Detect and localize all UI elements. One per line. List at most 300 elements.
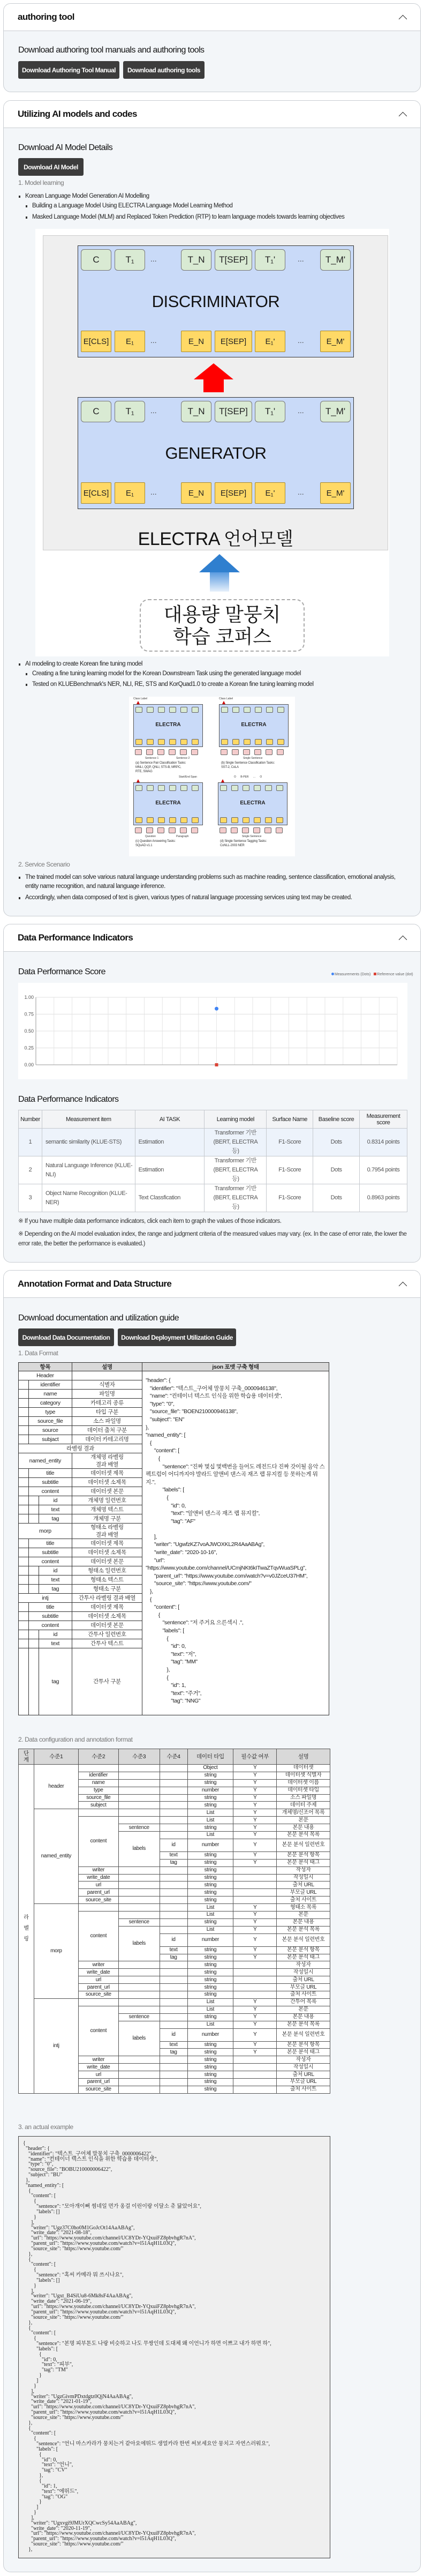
desc-cell: 개체명 라벨링 결과 배열	[72, 1453, 142, 1469]
type-cell: string	[187, 1859, 233, 1866]
electra-diagram	[35, 229, 389, 656]
token-output	[255, 707, 262, 713]
column-header: Surface Name	[267, 1110, 313, 1129]
type-cell: string	[187, 1866, 233, 1874]
desc-cell: 데이터셋 본문	[72, 1621, 142, 1630]
desc-cell: 식별자	[72, 1380, 142, 1390]
level4-cell: tag	[160, 1859, 187, 1866]
table-cell: Dots	[313, 1129, 360, 1156]
level2-cell: subject	[78, 1802, 118, 1809]
type-cell: number	[187, 1839, 233, 1851]
required-cell: Y	[233, 1926, 277, 1933]
legend-swatch	[374, 973, 376, 975]
level3-cell	[118, 1889, 160, 1896]
level3-cell	[118, 1802, 160, 1809]
level3-cell	[118, 1991, 160, 1999]
type-cell: List	[187, 1832, 233, 1839]
red-arrow-shaft	[203, 379, 224, 392]
token-output	[192, 785, 199, 791]
level3-cell	[118, 1984, 160, 1991]
y-tick-label: 1.00	[24, 995, 34, 1000]
token-embedding: E₁'	[255, 331, 285, 352]
indent-cell	[19, 1426, 29, 1435]
token-embedding	[192, 739, 199, 745]
token-input	[169, 827, 176, 833]
desc-cell: 출처 URL	[277, 1976, 330, 1984]
token-embedding	[265, 817, 272, 823]
ellipsis: ...	[150, 488, 157, 496]
token-output: C	[81, 401, 111, 422]
indent-cell	[19, 1496, 29, 1505]
step-label: 1. Model learning	[18, 179, 64, 186]
required-cell	[233, 2078, 277, 2086]
ai-model-header[interactable]	[4, 101, 420, 128]
desc-cell: 본문	[277, 1817, 330, 1824]
required-cell: Y	[233, 2028, 277, 2041]
token-input	[242, 827, 249, 833]
desc-cell: 형태소 텍스트	[72, 1576, 142, 1585]
level2-cell: source_site	[78, 2086, 118, 2093]
desc-cell: 본문 분석 목록	[277, 1832, 330, 1839]
required-cell: Y	[233, 1918, 277, 1926]
level3-cell	[118, 1998, 160, 2006]
indent-cell	[19, 1621, 29, 1630]
json-sample-cell: "header": { "identifier": "텍스트_구어체 말뭉치 구축_0000946138", "name": "컨테이너 텍스트 인식을 위한 학습용 데이터셋", "type": "0", "source_file": "BOEN210000946138", "subject": "EN" }, "named_entity": [ { "content": [ { "sentence": "진짜 몇십 몇백번을 들어도 레전드다 진짜 갓이될 음악 스펙트럼이 어디까지야 발라드 알앤비 댄스곡 재즈 랩 뮤지컬 등 못하는게 뭐지.", "labels": [ { "id": 0, "text": "알앤비 댄스곡 재즈 랩 뮤지컬", "tag": "AF" ], "writer": "UgwfzKZ7voAJWOXKL2R4AaABAg", "write_date": "2020-10-16", "url": "https://www.youtube.com/channel/UCmjNKt6kITwaZTqvWuaSPLg", "parent_url": "https://www.youtube.com/watch?v=v0JZceU37HM", "source_site": "https://www.youtube.com/" }, { "content": [ { "sentence": "저 주거요 으른섹시 .", "labels": [ { "id": 0, "text": "저", "tag": "MM" }, { "id": 1, "text": "주거", "tag": "NNG"	[142, 1371, 329, 1715]
token-input	[157, 827, 164, 833]
type-cell: string	[187, 2086, 233, 2093]
authoring-tool-header[interactable]	[4, 4, 420, 31]
item-cell: intj	[19, 1594, 72, 1603]
desc-cell: 데이터셋 소제목	[72, 1548, 142, 1557]
section-title: Annotation Format and Data Structure	[18, 1279, 172, 1289]
column-header: 수준4	[160, 1749, 187, 1765]
desc-cell	[72, 1371, 142, 1380]
bullet: Accordingly, when data composed of text is given, various types of natural language processing services using text may be created.	[18, 893, 404, 902]
desc-cell: 파일명	[72, 1390, 142, 1399]
chart-heading: Data Performance Score	[18, 967, 105, 976]
type-cell: number	[187, 1787, 233, 1794]
token-input	[135, 827, 142, 833]
type-cell: string	[187, 2049, 233, 2056]
desc-cell: 출처 사이트	[277, 1896, 330, 1904]
type-cell: string	[187, 2071, 233, 2079]
download-guide-button[interactable]: Download Deployment Utilization Guide	[118, 1328, 236, 1346]
data-config-table	[18, 1749, 330, 2094]
type-cell: string	[187, 1889, 233, 1896]
desc-cell: 작성일시	[277, 1874, 330, 1881]
table-header-row	[19, 1363, 329, 1371]
corpus-line: 대용량 말뭉치	[163, 603, 281, 625]
type-cell: string	[187, 1874, 233, 1881]
item-cell: name	[28, 1390, 72, 1399]
segment-label: Question	[145, 835, 156, 838]
token-input	[191, 827, 198, 833]
table-row[interactable]	[19, 1129, 407, 1156]
electra-panel	[43, 235, 388, 550]
level2-cell: type	[78, 1787, 118, 1794]
type-cell: List	[187, 1998, 233, 2006]
item-cell: tag	[39, 1585, 72, 1594]
item-cell: source	[28, 1426, 72, 1435]
electra-mini-block	[218, 782, 287, 825]
table-row	[19, 1809, 330, 1817]
panel-top-label: Start/End Span	[179, 775, 197, 779]
table-cell: Object Name Recognition (KLUE-NER)	[42, 1184, 135, 1212]
table-cell: 2	[19, 1156, 42, 1184]
required-cell	[233, 1984, 277, 1991]
required-cell	[233, 1961, 277, 1969]
chevron-up-icon[interactable]	[399, 13, 406, 21]
download-tools-button[interactable]: Download authoring tools	[123, 61, 205, 79]
panel-top-label: Class Label	[219, 697, 233, 700]
level1-cell: intj	[34, 1998, 78, 2093]
item-cell: subjact	[28, 1435, 72, 1444]
required-cell: Y	[233, 1809, 277, 1817]
generator-label: GENERATOR	[165, 444, 267, 462]
token-input	[191, 749, 198, 755]
token-output: T_N	[181, 249, 211, 271]
data-format-table	[18, 1362, 329, 1715]
token-input	[146, 749, 153, 755]
column-header: Measurement score	[360, 1110, 407, 1129]
bullet: Korean Language Model Generation AI Modelling	[18, 192, 344, 201]
indent-cell	[19, 1612, 29, 1621]
level4-cell	[160, 1998, 187, 2006]
bullet: Tested on KLUEBenchmark's NER, NLI, RE, STS and KorQuad1.0 to create a Korean fine tuning learning model	[18, 680, 314, 689]
note: ※ Depending on the AI model evaluation index, the range and judgment criteria of the measured values may vary. (ex. In the case of error rate, the lower the error rate, the better the performance is evaluated.)	[18, 1231, 407, 1247]
indent-cell	[19, 1576, 29, 1585]
desc-cell: 소스 파일명	[72, 1417, 142, 1426]
token-embedding	[147, 739, 154, 745]
desc-cell: 소스 파일명	[277, 1794, 330, 1802]
bullet: Building a Language Model Using ELECTRA Language Model Learning Method	[18, 201, 344, 211]
level2-cell: content	[78, 2006, 118, 2056]
indent-cell	[19, 1648, 29, 1715]
token-input	[221, 749, 228, 755]
indent-cell	[19, 1469, 29, 1478]
level2-cell: write_date	[78, 1969, 118, 1976]
level2-cell: content	[78, 1817, 118, 1866]
level4-cell: text	[160, 2041, 187, 2049]
item-cell: identifier	[28, 1380, 72, 1390]
token-embedding: E_N	[181, 331, 211, 352]
section-title: authoring tool	[18, 12, 74, 22]
level2-cell: url	[78, 2071, 118, 2079]
level4-cell	[160, 1984, 187, 1991]
required-cell: Y	[233, 2041, 277, 2049]
table-row[interactable]	[19, 1184, 407, 1212]
column-header: 수준1	[34, 1749, 78, 1765]
download-manual-button[interactable]: Download Authoring Tool Manual	[18, 61, 119, 79]
level4-cell	[160, 1976, 187, 1984]
level4-cell	[160, 1794, 187, 1802]
required-cell: Y	[233, 1802, 277, 1809]
segment-label: Paragraph	[176, 835, 189, 838]
type-cell: string	[187, 1824, 233, 1832]
table-cell: Transformer 기반 (BERT, ELECTRA 등)	[205, 1156, 267, 1184]
indent-cell	[19, 1539, 29, 1548]
table-row	[19, 1765, 330, 1772]
token-input	[276, 827, 283, 833]
indent-cell	[28, 1639, 39, 1648]
ellipsis: ...	[298, 406, 304, 415]
level4-cell	[160, 1765, 187, 1772]
performance-header[interactable]	[4, 924, 420, 952]
token-input	[253, 827, 260, 833]
table-cell: F1-Score	[267, 1156, 313, 1184]
level4-cell	[160, 1881, 187, 1889]
item-cell: source_file	[28, 1417, 72, 1426]
table-cell: 3	[19, 1184, 42, 1212]
token-embedding: E₁	[115, 482, 145, 504]
red-arrow-icon	[137, 701, 140, 704]
column-header: Measurement item	[42, 1110, 135, 1129]
desc-cell: 부모글 URL	[277, 2078, 330, 2086]
token-output: T[SEP]	[215, 401, 252, 422]
chevron-up-icon[interactable]	[399, 110, 406, 118]
mini-model-label: ELECTRA	[241, 722, 267, 728]
indent-cell	[28, 1514, 39, 1524]
token-output	[147, 785, 154, 791]
token-output	[135, 785, 142, 791]
table-cell: Estimation	[135, 1129, 205, 1156]
indent-cell	[19, 1630, 29, 1639]
token-output: C	[81, 249, 111, 271]
level2-cell: source_file	[78, 1794, 118, 1802]
item-cell: text	[39, 1639, 72, 1648]
indent-cell	[19, 1514, 29, 1524]
level2-cell: parent_url	[78, 1889, 118, 1896]
required-cell: Y	[233, 1779, 277, 1787]
required-cell: Y	[233, 1772, 277, 1779]
level4-cell	[160, 1896, 187, 1904]
desc-cell: 출처 URL	[277, 2071, 330, 2079]
desc-cell: 본문 분석 항목	[277, 1851, 330, 1859]
legend-label: Reference value (dot)	[377, 973, 413, 976]
item-cell: subtitle	[28, 1548, 72, 1557]
legend-swatch	[331, 973, 334, 975]
table-row[interactable]	[19, 1156, 407, 1184]
indent-cell	[19, 1435, 29, 1444]
indent-cell	[19, 1505, 29, 1514]
segment-label: Sentence 1	[145, 757, 159, 760]
desc-cell: 본문	[277, 1912, 330, 1919]
table-cell: Dots	[313, 1156, 360, 1184]
table-cell: Transformer 기반 (BERT, ELECTRA 등)	[205, 1184, 267, 1212]
token-input	[219, 827, 226, 833]
level3-cell	[118, 1976, 160, 1984]
token-output	[265, 785, 272, 791]
desc-cell: 데이터셋 본문	[72, 1487, 142, 1496]
desc-cell: 부모글 URL	[277, 1984, 330, 1991]
token-output	[158, 707, 165, 713]
indent-cell	[19, 1390, 29, 1399]
electra-model-label: ELECTRA 언어모델	[138, 529, 293, 549]
legend-item-measurements	[331, 973, 370, 976]
required-cell	[233, 1896, 277, 1904]
performance-section	[3, 924, 421, 1263]
desc-cell: 간투사 구분	[72, 1648, 142, 1715]
required-cell	[233, 2071, 277, 2079]
required-cell	[233, 1866, 277, 1874]
token-input	[266, 749, 272, 755]
token-output: T_N	[181, 401, 211, 422]
download-documentation-button[interactable]: Download Data Documentation	[18, 1328, 114, 1346]
token-input	[277, 749, 284, 755]
type-cell: string	[187, 1896, 233, 1904]
level2-cell	[78, 1809, 118, 1817]
token-embedding	[147, 817, 154, 823]
indent-cell	[19, 1408, 29, 1417]
level4-cell	[160, 2064, 187, 2071]
level4-cell	[160, 1787, 187, 1794]
bullet: Creating a fine tuning learning model for the Korean Downstream Task using the generated language model	[18, 669, 314, 678]
desc-cell: 형태소 라벨링 결과 배열	[72, 1524, 142, 1539]
note: ※ If you have multiple data performance indicators, click each item to graph the values of those indicators.	[18, 1218, 282, 1224]
level3-cell: sentence	[118, 1918, 160, 1926]
column-header: 수준2	[78, 1749, 118, 1765]
level4-cell	[160, 1874, 187, 1881]
indent-cell	[28, 1648, 39, 1715]
annotation-header[interactable]	[4, 1271, 420, 1298]
level4-cell	[160, 1969, 187, 1976]
level3-cell	[118, 1961, 160, 1969]
type-cell: string	[187, 1794, 233, 1802]
desc-cell: 출처 사이트	[277, 1991, 330, 1999]
level4-cell	[160, 2078, 187, 2086]
item-cell: content	[28, 1621, 72, 1630]
table-cell: F1-Score	[267, 1129, 313, 1156]
indent-cell	[19, 1585, 29, 1594]
type-cell: string	[187, 2013, 233, 2021]
level1-cell: morp	[34, 1904, 78, 1999]
level4-cell: text	[160, 1851, 187, 1859]
indent-cell	[19, 1487, 29, 1496]
step-label: 1. Data Format	[18, 1349, 58, 1357]
panel-top-label: Class Label	[133, 697, 148, 700]
token-embedding: E[CLS]	[81, 331, 111, 352]
level3-cell	[118, 1969, 160, 1976]
token-output	[277, 707, 284, 713]
download-ai-model-button[interactable]: Download AI Model	[18, 158, 84, 176]
ellipsis: ...	[150, 336, 157, 345]
level2-cell	[78, 1765, 118, 1772]
token-output	[180, 785, 187, 791]
level2-cell: name	[78, 1779, 118, 1787]
discriminator-block	[78, 245, 354, 357]
chevron-up-icon[interactable]	[399, 934, 406, 942]
level4-cell	[160, 2056, 187, 2064]
table-cell: Estimation	[135, 1156, 205, 1184]
annotation-section	[3, 1270, 421, 2572]
token-embedding	[221, 739, 228, 745]
level3-cell	[118, 2006, 160, 2013]
item-cell: subtitle	[28, 1612, 72, 1621]
level4-cell: id	[160, 2028, 187, 2041]
level3-cell	[118, 2078, 160, 2086]
desc-cell: 출처 사이트	[277, 2086, 330, 2093]
desc-cell: 출처 URL	[277, 1881, 330, 1889]
level2-cell: write_date	[78, 2064, 118, 2071]
token-embedding	[255, 739, 262, 745]
indent-cell	[19, 1548, 29, 1557]
desc-cell: 데이터셋 제목	[72, 1603, 142, 1612]
item-cell: type	[28, 1408, 72, 1417]
indent-cell	[19, 1399, 29, 1408]
desc-cell: 본문 내용	[277, 1824, 330, 1832]
item-cell: title	[28, 1539, 72, 1548]
item-cell: subtitle	[28, 1478, 72, 1487]
required-cell	[233, 1881, 277, 1889]
chevron-up-icon[interactable]	[399, 1280, 406, 1288]
token-embedding: E_M'	[320, 331, 351, 352]
level4-cell: text	[160, 1946, 187, 1954]
desc-cell: 본문 분석 태그	[277, 1859, 330, 1866]
required-cell	[233, 1969, 277, 1976]
level2-cell: writer	[78, 2056, 118, 2064]
token-input	[264, 827, 271, 833]
desc-cell: 본문 분석 일련번호	[277, 1839, 330, 1851]
table-cell: 0.8314 points	[360, 1129, 407, 1156]
token-embedding	[244, 739, 251, 745]
desc-cell: 데이터셋 제목	[72, 1539, 142, 1548]
token-output	[135, 707, 142, 713]
item-cell: Header	[19, 1371, 72, 1380]
red-arrow-icon	[194, 363, 233, 379]
desc-cell: 작성일시	[277, 2064, 330, 2071]
level2-cell: source_site	[78, 1991, 118, 1999]
token-embedding	[169, 817, 176, 823]
token-output: T₁	[115, 401, 145, 422]
item-cell: tag	[39, 1648, 72, 1715]
level3-cell	[118, 2064, 160, 2071]
level4-cell	[160, 2021, 187, 2028]
type-cell: string	[187, 1772, 233, 1779]
corpus-box	[140, 599, 305, 652]
desc-cell: 작성자	[277, 2056, 330, 2064]
required-cell: Y	[233, 1904, 277, 1912]
level3-cell	[118, 1765, 160, 1772]
token-embedding	[192, 817, 199, 823]
indent-cell	[19, 1557, 29, 1566]
required-cell: Y	[233, 1832, 277, 1839]
type-cell: List	[187, 2021, 233, 2028]
required-cell: Y	[233, 1765, 277, 1772]
token-embedding	[243, 817, 249, 823]
section-cell: 라벨링 결과	[19, 1444, 142, 1453]
table-cell: Natural Language Inference (KLUE-NLI)	[42, 1156, 135, 1184]
item-cell: category	[28, 1399, 72, 1408]
desc-cell: 데이터 주제	[277, 1802, 330, 1809]
table-cell: Text Classfication	[135, 1184, 205, 1212]
table-cell: Dots	[313, 1184, 360, 1212]
token-output: T_M'	[320, 401, 351, 422]
indent-cell	[19, 1603, 29, 1612]
level4-cell: id	[160, 1933, 187, 1946]
ellipsis: ...	[298, 255, 304, 263]
section-title: Data Performance Indicators	[18, 932, 133, 943]
desc-cell: 데이터셋	[277, 1765, 330, 1772]
panel-caption: (a) Sentence Pair Classification Tasks: MNLI, QQP, QNLI, STS-B, MRPC, RTE, SWAG	[135, 761, 186, 773]
desc-cell: 간투사 텍스트	[72, 1639, 142, 1648]
token-embedding	[266, 739, 273, 745]
column-header: 설명	[277, 1749, 330, 1765]
required-cell: Y	[233, 2006, 277, 2013]
type-cell: string	[187, 1984, 233, 1991]
generator-block	[78, 397, 354, 509]
indent-cell	[28, 1505, 39, 1514]
desc-cell: 데이터셋 소제목	[72, 1612, 142, 1621]
